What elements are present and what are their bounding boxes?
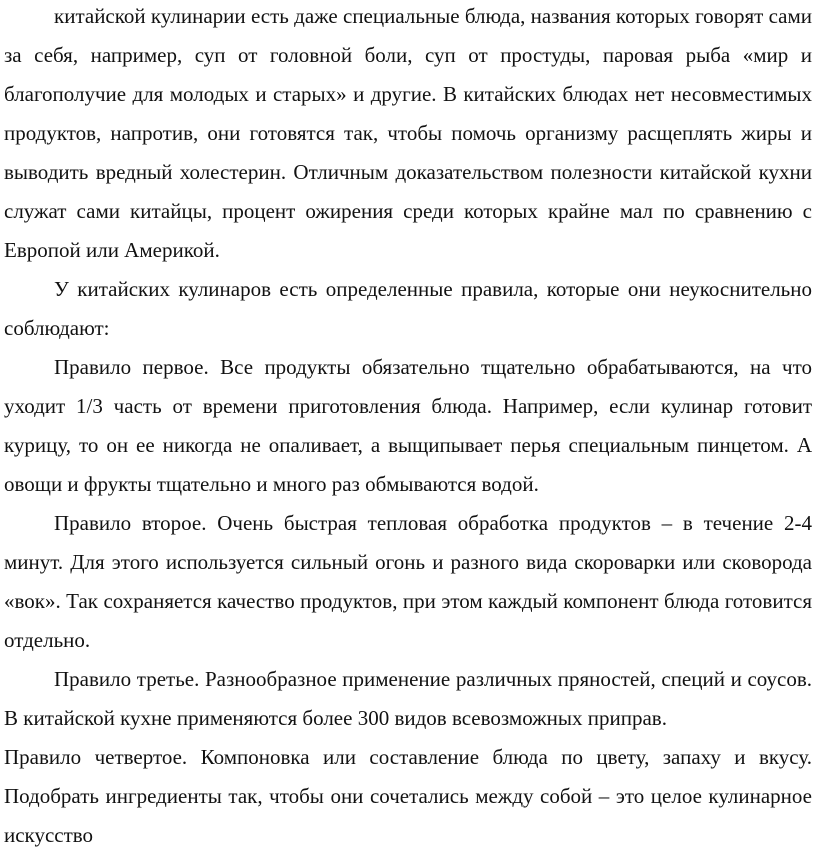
paragraph-rule-2: Правило второе. Очень быстрая тепловая обработка продуктов – в течение 2-4 минут. Для этого используется сильный огонь и разного вида скороварки или сковорода «вок». Так сохраняется качество продуктов, при этом каждый компонент блюда готовится отдельно. [4,511,812,652]
paragraph-rules-intro: У китайских кулинаров есть определенные правила, которые они неукоснительно соблюдают: [4,277,812,340]
paragraph-rule-1: Правило первое. Все продукты обязательно тщательно обрабатываются, на что уходит 1/3 часть от времени приготовления блюда. Например, если кулинар готовит курицу, то он ее никогда не опаливает, а выщипывает перья специальным пинцетом. А овощи и фрукты тщательно и много раз обмываются водой. [4,355,812,496]
paragraph-rule-4: Правило четвертое. Компоновка или составление блюда по цвету, запаху и вкусу. Подобрать ингредиенты так, чтобы они сочетались между собой – это целое кулинарное искусство [4,745,812,847]
paragraph-rule-3: Правило третье. Разнообразное применение различных пряностей, специй и соусов. В китайской кухне применяются более 300 видов всевозможных приправ. [4,667,812,730]
paragraph-intro-continuation: китайской кулинарии есть даже специальные блюда, названия которых говорят сами за себя, например, суп от головной боли, суп от простуды, паровая рыба «мир и благополучие для молодых и старых» и другие. В китайских блюдах нет несовместимых продуктов, напротив, они готовятся так, чтобы помочь организму расщеплять жиры и выводить вредный холестерин. Отличным доказательством полезности китайской кухни служат сами китайцы, процент ожирения среди которых крайне мал по сравнению с Европой или Америкой. [4,4,812,262]
